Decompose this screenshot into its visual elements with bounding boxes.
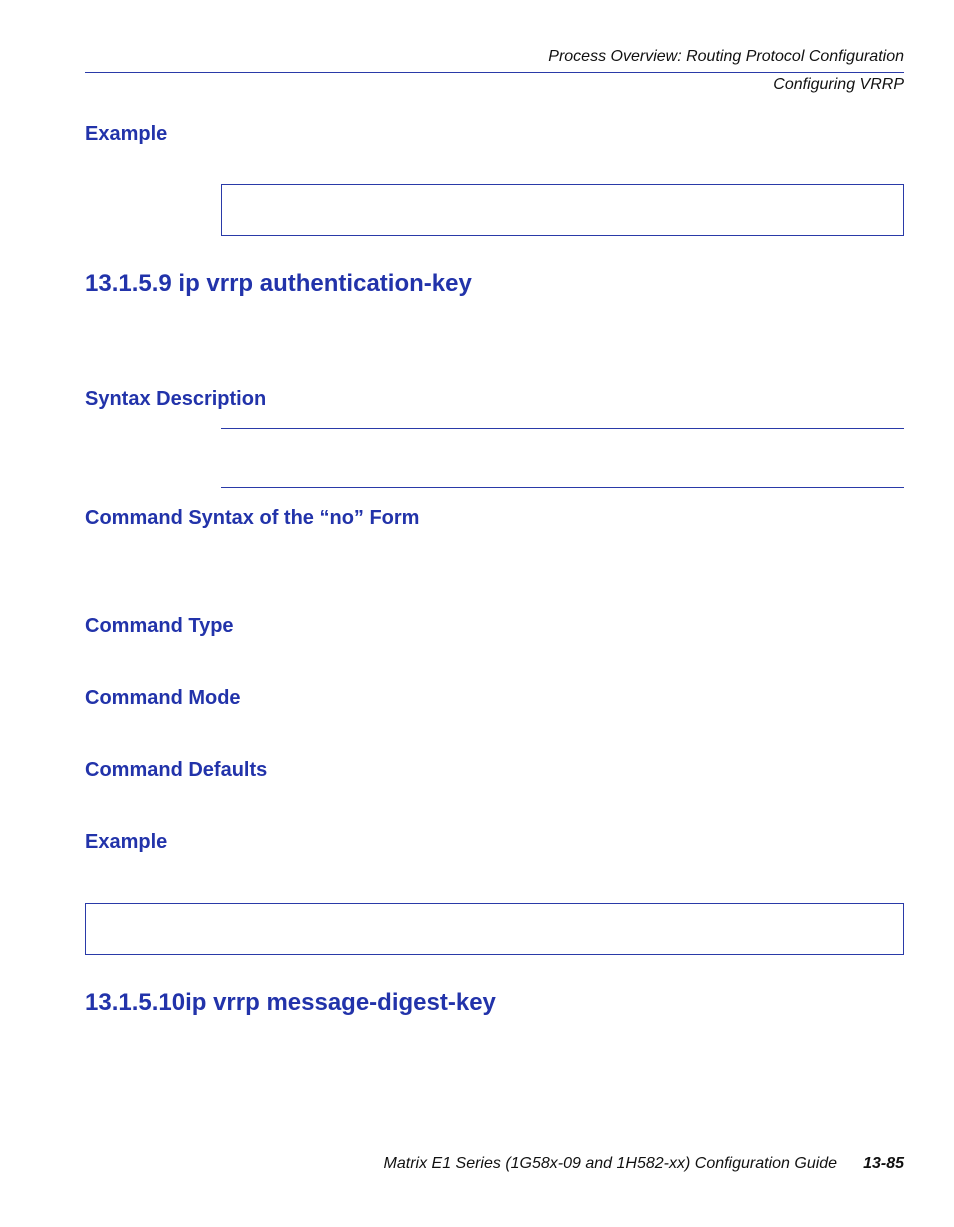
section-heading-13-1-5-10: 13.1.5.10ip vrrp message-digest-key bbox=[85, 989, 496, 1016]
footer-guide-title: Matrix E1 Series (1G58x-09 and 1H582-xx) Configuration Guide bbox=[383, 1155, 838, 1172]
command-type-heading: Command Type bbox=[85, 615, 234, 637]
header-section-title: Configuring VRRP bbox=[773, 76, 904, 93]
syntax-table-top-rule bbox=[221, 428, 904, 429]
no-form-heading: Command Syntax of the “no” Form bbox=[85, 507, 420, 529]
section-heading-13-1-5-9: 13.1.5.9 ip vrrp authentication-key bbox=[85, 270, 472, 297]
page-footer bbox=[384, 1155, 904, 1173]
header-rule bbox=[85, 72, 904, 73]
example-code-box-2 bbox=[85, 903, 904, 955]
example-code-box-1 bbox=[221, 184, 904, 236]
header-chapter-title: Process Overview: Routing Protocol Configuration bbox=[548, 48, 904, 65]
syntax-description-heading: Syntax Description bbox=[85, 388, 267, 410]
command-mode-heading: Command Mode bbox=[85, 687, 241, 709]
example-heading-2: Example bbox=[85, 831, 168, 853]
example-heading-1: Example bbox=[85, 123, 168, 145]
footer-page-number: 13-85 bbox=[863, 1155, 904, 1172]
syntax-table-bottom-rule bbox=[221, 487, 904, 488]
command-defaults-heading: Command Defaults bbox=[85, 759, 268, 781]
